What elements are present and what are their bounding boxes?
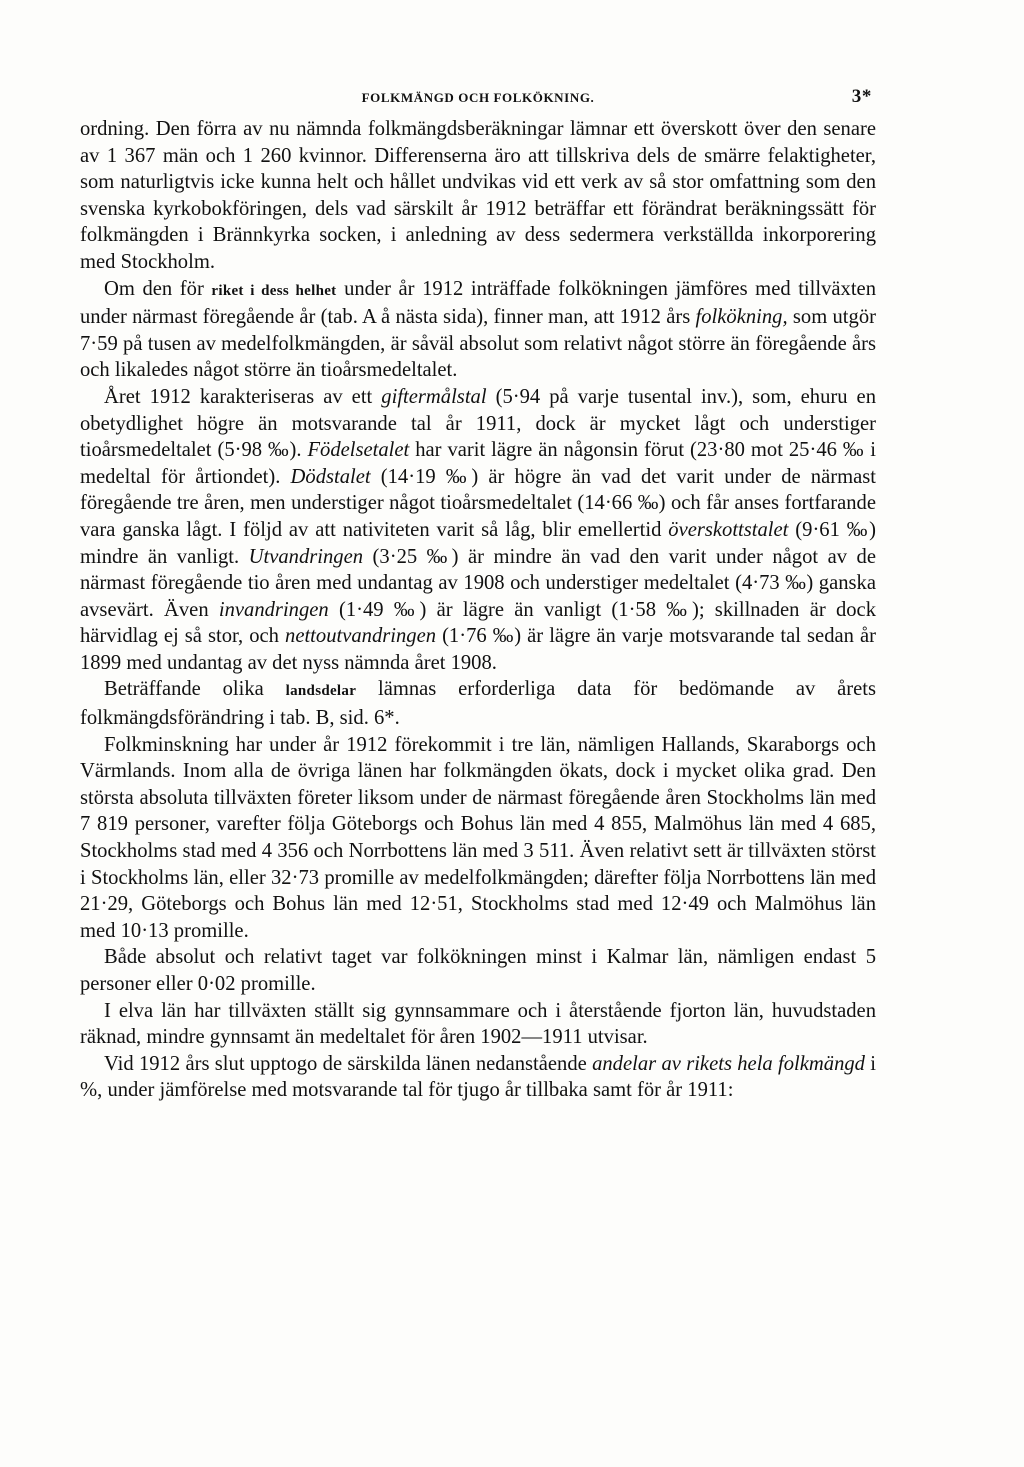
emphasized-term: nettoutvandringen [285, 625, 437, 648]
text-run: I elva län har tillväxten ställt sig gynnsammare och i återstående fjorton län, huvudstaden räknad, mindre gynnsamt än medeltalet för åren 1902—1911 utvisar. [80, 999, 876, 1049]
emphasized-term: Födelsetalet [307, 439, 410, 462]
spaced-term: landsdelar [285, 683, 357, 700]
text-run: har varit lägre än någonsin förut (23·80 mot 25·46 ‰ i medeltal för årtiondet). [80, 439, 876, 488]
emphasized-term: giftermålstal [381, 385, 487, 408]
running-title: FOLKMÄNGD OCH FOLKÖKNING. [361, 90, 595, 105]
emphasized-term: invandringen [218, 598, 329, 621]
text-run: lämnas erforderliga data för bedömande av årets folkmängdsförändring i tab. B, sid. 6*. [80, 678, 876, 730]
emphasized-term: Utvandringen [248, 545, 364, 568]
text-run: ordning. Den förra av nu nämnda folkmängdsberäkningar lämnar ett överskott över den senare av 1 367 män och 1 260 kvinnor. Differenserna äro att tillskriva dels de smärre felaktigheter, som naturligtvis icke kunna helt och hållet undvikas vid ett verk av så stor omfattning som den svenska kyrkobokföringen, dels vad särskilt år 1912 beträffar ett förändrat beräkningssätt för folkmängden i Brännkyrka socken, i anledning av dess sedermera verkställda inkorporering med Stockholm. [80, 118, 876, 273]
body-text [80, 116, 876, 1104]
text-run: som utgör 7·59 på tusen av medelfolkmängden, är såväl absolut som relativt något större än föregående års och likaledes något större än tioårsmedeltalet. [80, 306, 876, 382]
paragraph [80, 116, 876, 276]
emphasized-term: folkökning, [695, 306, 788, 329]
document-page [80, 84, 876, 1104]
spaced-term: riket i dess helhet [211, 282, 337, 299]
text-run: (9·61 ‰) mindre än vanligt. [80, 518, 876, 568]
text-run: Vid 1912 års slut upptogo de särskilda länen nedanstående [104, 1052, 593, 1075]
text-run: Om den för [104, 277, 212, 300]
paragraph [80, 944, 876, 997]
text-run: under år 1912 inträffade folkökningen jämföres med tillväxten under närmast föregående år (tab. A å nästa sida), finner man, att 1912 års [80, 277, 876, 329]
text-run: (14·19 ‰) är högre än vad det varit under de närmast föregående tre åren, men understiger något tioårsmedeltalet (14·66 ‰) och får anses fortfarande vara ganska lågt. I följd av att nativiteten varit så låg, blir emellertid [80, 465, 877, 541]
paragraph [80, 276, 876, 384]
text-run: Både absolut och relativt taget var folkökningen minst i Kalmar län, nämligen endast 5 personer eller 0·02 promille. [80, 946, 876, 995]
page-number: 3* [851, 86, 872, 107]
text-run: (1·49 ‰) är lägre än vanligt (1·58 ‰); skillnaden är dock härvidlag ej så stor, och [80, 598, 876, 648]
emphasized-term: Dödstalet [290, 465, 371, 488]
text-run: Året 1912 karakteriseras av ett [104, 385, 382, 408]
text-run: Beträffande olika [104, 678, 286, 701]
paragraph [80, 998, 876, 1051]
emphasized-term: överskottstalet [668, 518, 789, 541]
emphasized-term: andelar av rikets hela folkmängd [592, 1052, 865, 1075]
text-run: (1·76 ‰) är lägre än varje motsvarande tal sedan år 1899 med undantag av det nyss nämnda året 1908. [80, 625, 876, 674]
paragraph [80, 384, 876, 677]
text-run: Folkminskning har under år 1912 förekommit i tre län, nämligen Hallands, Skaraborgs och Värmlands. Inom alla de övriga länen har folkmängden ökats, dock i mycket olika grad. Den största absoluta tillväxten företer liksom under de närmast föregående åren Stockholms län med 7 819 personer, varefter följa Göteborgs och Bohus län med 4 855, Malmöhus län med 4 685, Stockholms stad med 4 356 och Norrbottens län med 3 511. Även relativt sett är tillväxten störst i Stockholms län, eller 32·73 promille av medelfolkmängden; därefter följa Norrbottens län med 21·29, Göteborgs och Bohus län med 12·51, Stockholms stad med 12·49 och Malmöhus län med 10·13 promille. [80, 733, 876, 942]
paragraph [80, 732, 876, 945]
running-header [80, 84, 876, 116]
paragraph [80, 1051, 876, 1104]
text-run: i %, under jämförelse med motsvarande tal för tjugo år tillbaka samt för år 1911: [80, 1052, 877, 1102]
text-run: (5·94 på varje tusental inv.), som, ehuru en obetydlighet högre än motsvarande tal år 1911, dock är mycket lågt och understiger tioårsmedeltalet (5·98 ‰). [80, 385, 876, 462]
paragraph [80, 676, 876, 731]
text-run: (3·25 ‰) är mindre än vad den varit under något av de närmast föregående tio åren med undantag av 1908 och understiger medeltalet (4·73 ‰) ganska avsevärt. Även [80, 545, 876, 621]
